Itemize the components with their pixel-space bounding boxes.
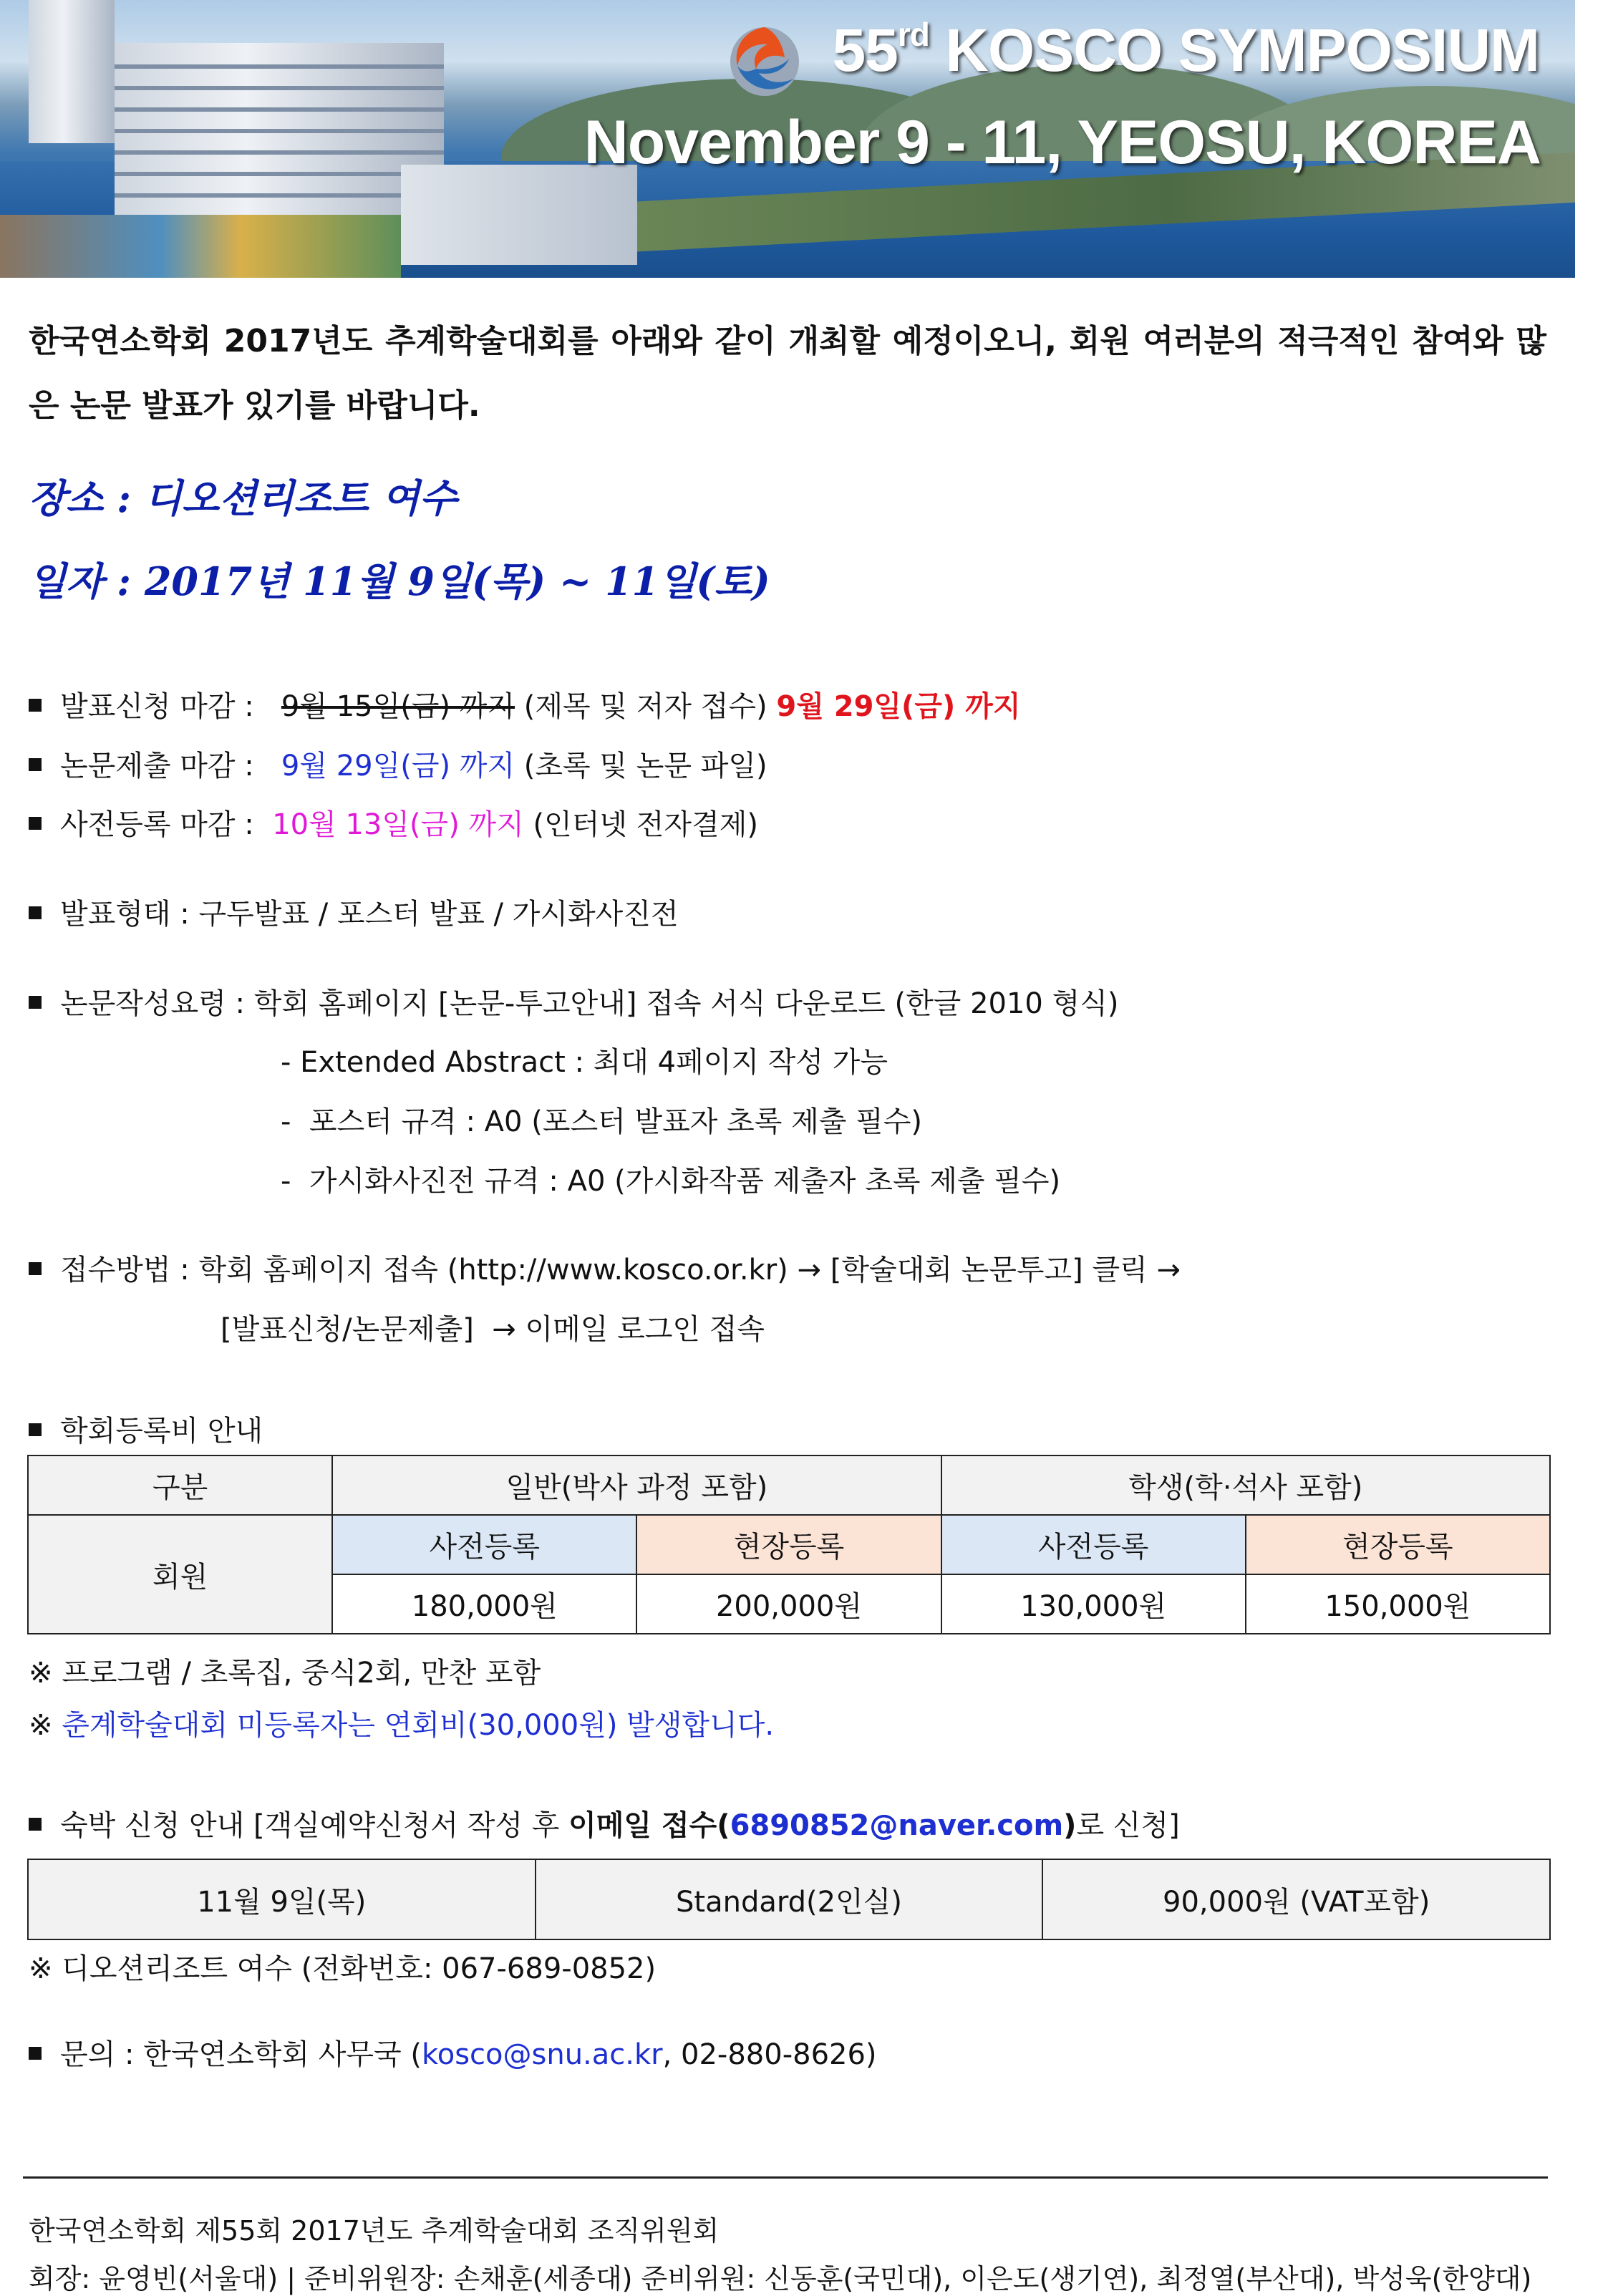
footer-members: 회장: 윤영빈(서울대) | 준비위원장: 손채훈(세종대) 준비위원: 신동훈(국민대), 이은도(생기연), 최정열(부산대), 박성욱(한양대) bbox=[29, 2263, 1532, 2295]
fee-student-onsite-label: 현장등록 bbox=[1246, 1515, 1550, 1574]
venue-line: 장소 : 디오션리조트 여수 bbox=[29, 475, 457, 521]
bullet-square-icon bbox=[29, 758, 42, 771]
bullet-square-icon bbox=[29, 2047, 42, 2060]
header-banner bbox=[0, 0, 1575, 278]
submission-method-continued: [발표신청/논문제출] → 이메일 로그인 접속 bbox=[221, 1313, 765, 1346]
contact-line: 문의 : 한국연소학회 사무국 (kosco@snu.ac.kr, 02-880-8626) bbox=[29, 2032, 877, 2073]
waterpark-area bbox=[0, 215, 401, 278]
contact-email-link[interactable]: kosco@snu.ac.kr bbox=[421, 2038, 663, 2071]
dates-line: 일자 : 2017년 11월 9일(목) ~ 11일(토) bbox=[29, 558, 770, 604]
bullet-square-icon bbox=[29, 1423, 42, 1436]
stay-heading: 숙박 신청 안내 [객실예약신청서 작성 후 이메일 접수(6890852@naver.com)로 신청] bbox=[29, 1803, 1180, 1844]
fee-note-annual: ※ 춘계학술대회 미등록자는 연회비(30,000원) 발생합니다. bbox=[29, 1709, 775, 1742]
bullet-square-icon bbox=[29, 817, 42, 830]
intro-paragraph: 한국연소학회 2017년도 추계학술대회를 아래와 같이 개최할 예정이오니, 회원 여러분의 적극적인 참여와 많은 논문 발표가 있기를 바랍니다. bbox=[29, 323, 1546, 424]
guide-poster: - 포스터 규격 : A0 (포스터 발표자 초록 제출 필수) bbox=[281, 1105, 922, 1138]
paper-deadline: 논문제출 마감 : 9월 29일(금) 까지 (초록 및 논문 파일) bbox=[29, 743, 767, 784]
hotel-building bbox=[29, 0, 115, 143]
prereg-deadline: 사전등록 마감 : 10월 13일(금) 까지 (인터넷 전자결제) bbox=[29, 802, 758, 843]
paper-guide: 논문작성요령 : 학회 홈페이지 [논문-투고안내] 접속 서식 다운로드 (한글 2010 형식) bbox=[29, 981, 1118, 1022]
bullet-square-icon bbox=[29, 906, 42, 919]
accommodation-table bbox=[27, 1859, 1551, 1940]
stay-date: 11월 9일(목) bbox=[28, 1859, 536, 1939]
fee-student-pre-value: 130,000원 bbox=[941, 1574, 1246, 1634]
fee-general-onsite-value: 200,000원 bbox=[636, 1574, 941, 1634]
fee-note-includes: ※ 프로그램 / 초록집, 중식2회, 만찬 포함 bbox=[29, 1657, 541, 1690]
guide-extended-abstract: - Extended Abstract : 최대 4페이지 작성 가능 bbox=[281, 1046, 888, 1079]
fee-general-onsite-label: 현장등록 bbox=[636, 1515, 941, 1574]
banner-date-place: November 9 - 11, YEOSU, KOREA bbox=[583, 108, 1541, 177]
stay-room: Standard(2인실) bbox=[536, 1859, 1043, 1939]
fee-student-onsite-value: 150,000원 bbox=[1246, 1574, 1550, 1634]
fee-header-general: 일반(박사 과정 포함) bbox=[332, 1455, 941, 1515]
footer-committee: 한국연소학회 제55회 2017년도 추계학술대회 조직위원회 bbox=[29, 2215, 720, 2247]
bullet-square-icon bbox=[29, 699, 42, 712]
fee-student-pre-label: 사전등록 bbox=[941, 1515, 1246, 1574]
bullet-square-icon bbox=[29, 1262, 42, 1275]
bullet-square-icon bbox=[29, 996, 42, 1009]
fee-heading: 학회등록비 안내 bbox=[29, 1408, 263, 1449]
hotel-building bbox=[115, 43, 444, 222]
bullet-square-icon bbox=[29, 1818, 42, 1831]
guide-visualization: - 가시화사진전 규격 : A0 (가시화작품 제출자 초록 제출 필수) bbox=[281, 1165, 1061, 1198]
submission-method: 접수방법 : 학회 홈페이지 접속 (http://www.kosco.or.kr) → [학술대회 논문투고] 클릭 → bbox=[29, 1247, 1181, 1288]
presentation-format: 발표형태 : 구두발표 / 포스터 발표 / 가시화사진전 bbox=[29, 891, 679, 932]
footer-divider bbox=[23, 2176, 1548, 2179]
hotel-building bbox=[401, 165, 637, 265]
fee-row-member: 회원 bbox=[28, 1515, 332, 1634]
kosco-logo-icon bbox=[716, 16, 809, 100]
resort-phone-note: ※ 디오션리조트 여수 (전화번호: 067-689-0852) bbox=[29, 1952, 657, 1985]
stay-price: 90,000원 (VAT포함) bbox=[1042, 1859, 1550, 1939]
registration-fee-table bbox=[27, 1455, 1551, 1634]
fee-header-student: 학생(학·석사 포함) bbox=[941, 1455, 1550, 1515]
submission-deadline: 발표신청 마감 : 9월 15일(금) 까지 (제목 및 저자 접수) 9월 29일(금) 까지 bbox=[29, 684, 1020, 725]
fee-general-pre-value: 180,000원 bbox=[332, 1574, 636, 1634]
fee-header-category: 구분 bbox=[28, 1455, 332, 1515]
banner-title: 55rd KOSCO SYMPOSIUM bbox=[832, 16, 1539, 84]
fee-general-pre-label: 사전등록 bbox=[332, 1515, 636, 1574]
